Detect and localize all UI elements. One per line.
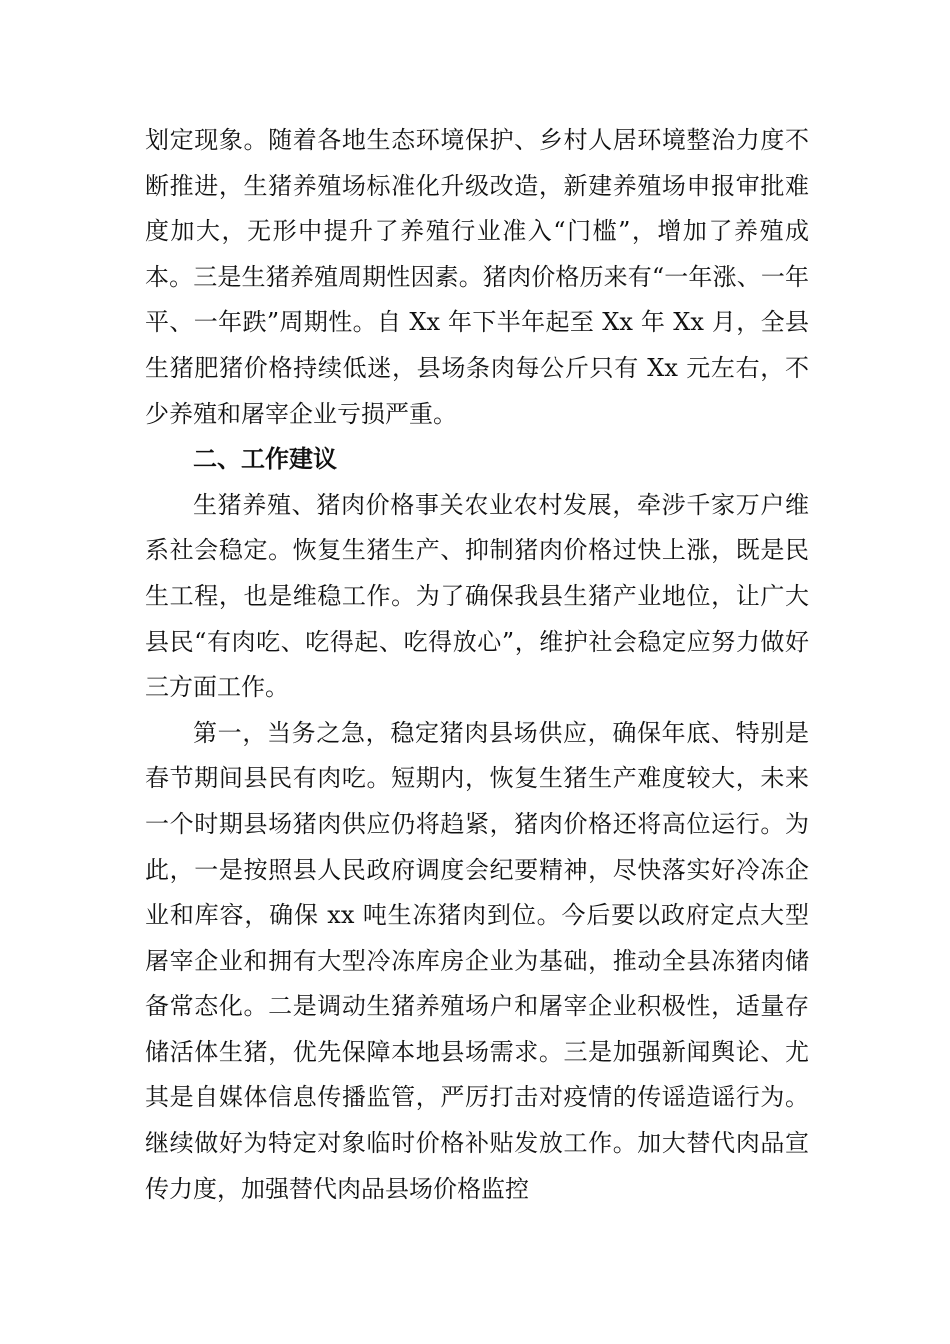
document-body (145, 118, 809, 1212)
section-heading-work-suggestions: 二、工作建议 (193, 445, 337, 474)
paragraph-risk-factors-continued: 划定现象。随着各地生态环境保护、乡村人居环境整治力度不断推进，生猪养殖场标准化升级改造，新建养殖场申报审批难度加大，无形中提升了养殖行业准入“门槛”，增加了养殖成本。三是生猪养殖周期性因素。猪肉价格历来有“一年涨、一年平、一年跌”周期性。自 Xx 年下半年起至 Xx 年 Xx 月，全县生猪肥猪价格持续低迷，县场条肉每公斤只有 Xx 元左右，不少养殖和屠宰企业亏损严重。 (145, 126, 809, 428)
paragraph-suggestions-intro: 生猪养殖、猪肉价格事关农业农村发展，牵涉千家万户维系社会稳定。恢复生猪生产、抑制猪肉价格过快上涨，既是民生工程，也是维稳工作。为了确保我县生猪产业地位，让广大县民“有肉吃、吃得起、吃得放心”，维护社会稳定应努力做好三方面工作。 (145, 490, 809, 702)
paragraph-first-priority: 第一，当务之急，稳定猪肉县场供应，确保年底、特别是春节期间县民有肉吃。短期内，恢复生猪生产难度较大，未来一个时期县场猪肉供应仍将趋紧，猪肉价格还将高位运行。为此，一是按照县人民政府调度会纪要精神，尽快落实好冷冻企业和库容，确保 xx 吨生冻猪肉到位。今后要以政府定点大型屠宰企业和拥有大型冷冻库房企业为基础，推动全县冻猪肉储备常态化。二是调动生猪养殖场户和屠宰企业积极性，适量存储活体生猪，优先保障本地县场需求。三是加强新闻舆论、尤其是自媒体信息传播监管，严厉打击对疫情的传谣造谣行为。继续做好为特定对象临时价格补贴发放工作。加大替代肉品宣传力度，加强替代肉品县场价格监控 (145, 718, 809, 1203)
